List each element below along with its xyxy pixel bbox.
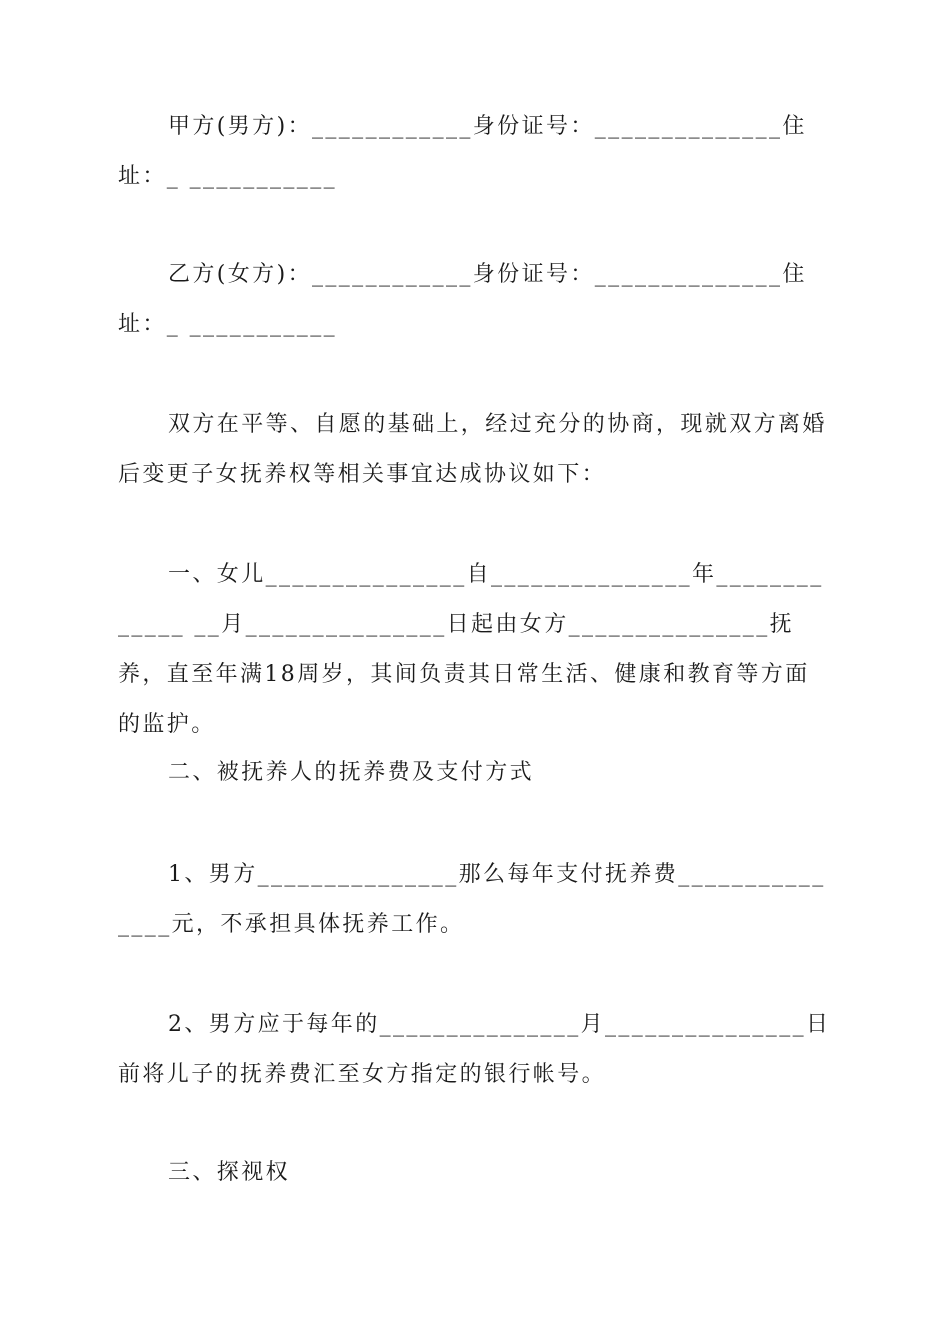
clause-1-custody: 一、女儿_______________自_______________年_____________ __月_______________日起由女方_______________抚养，直至年满18周岁，其间负责其日常生活、健康和教育等方面的监护。 xyxy=(118,562,824,737)
agreement-intro: 双方在平等、自愿的基础上，经过充分的协商，现就双方离婚后变更子女抚养权等相关事宜达成协议如下： xyxy=(118,412,827,487)
party-b-info: 乙方(女方)：____________身份证号：______________住址：_ ___________ xyxy=(118,262,807,337)
party-a-info: 甲方(男方)：____________身份证号：______________住址：_ ___________ xyxy=(118,114,807,189)
clause-2-heading: 二、被抚养人的抚养费及支付方式 xyxy=(168,760,535,785)
clause-2-item-1: 1、男方_______________那么每年支付抚养费_______________元，不承担具体抚养工作。 xyxy=(118,862,826,937)
clause-3-heading: 三、探视权 xyxy=(168,1160,291,1185)
clause-2-item-2: 2、男方应于每年的_______________月_______________日前将儿子的抚养费汇至女方指定的银行帐号。 xyxy=(118,1012,831,1087)
